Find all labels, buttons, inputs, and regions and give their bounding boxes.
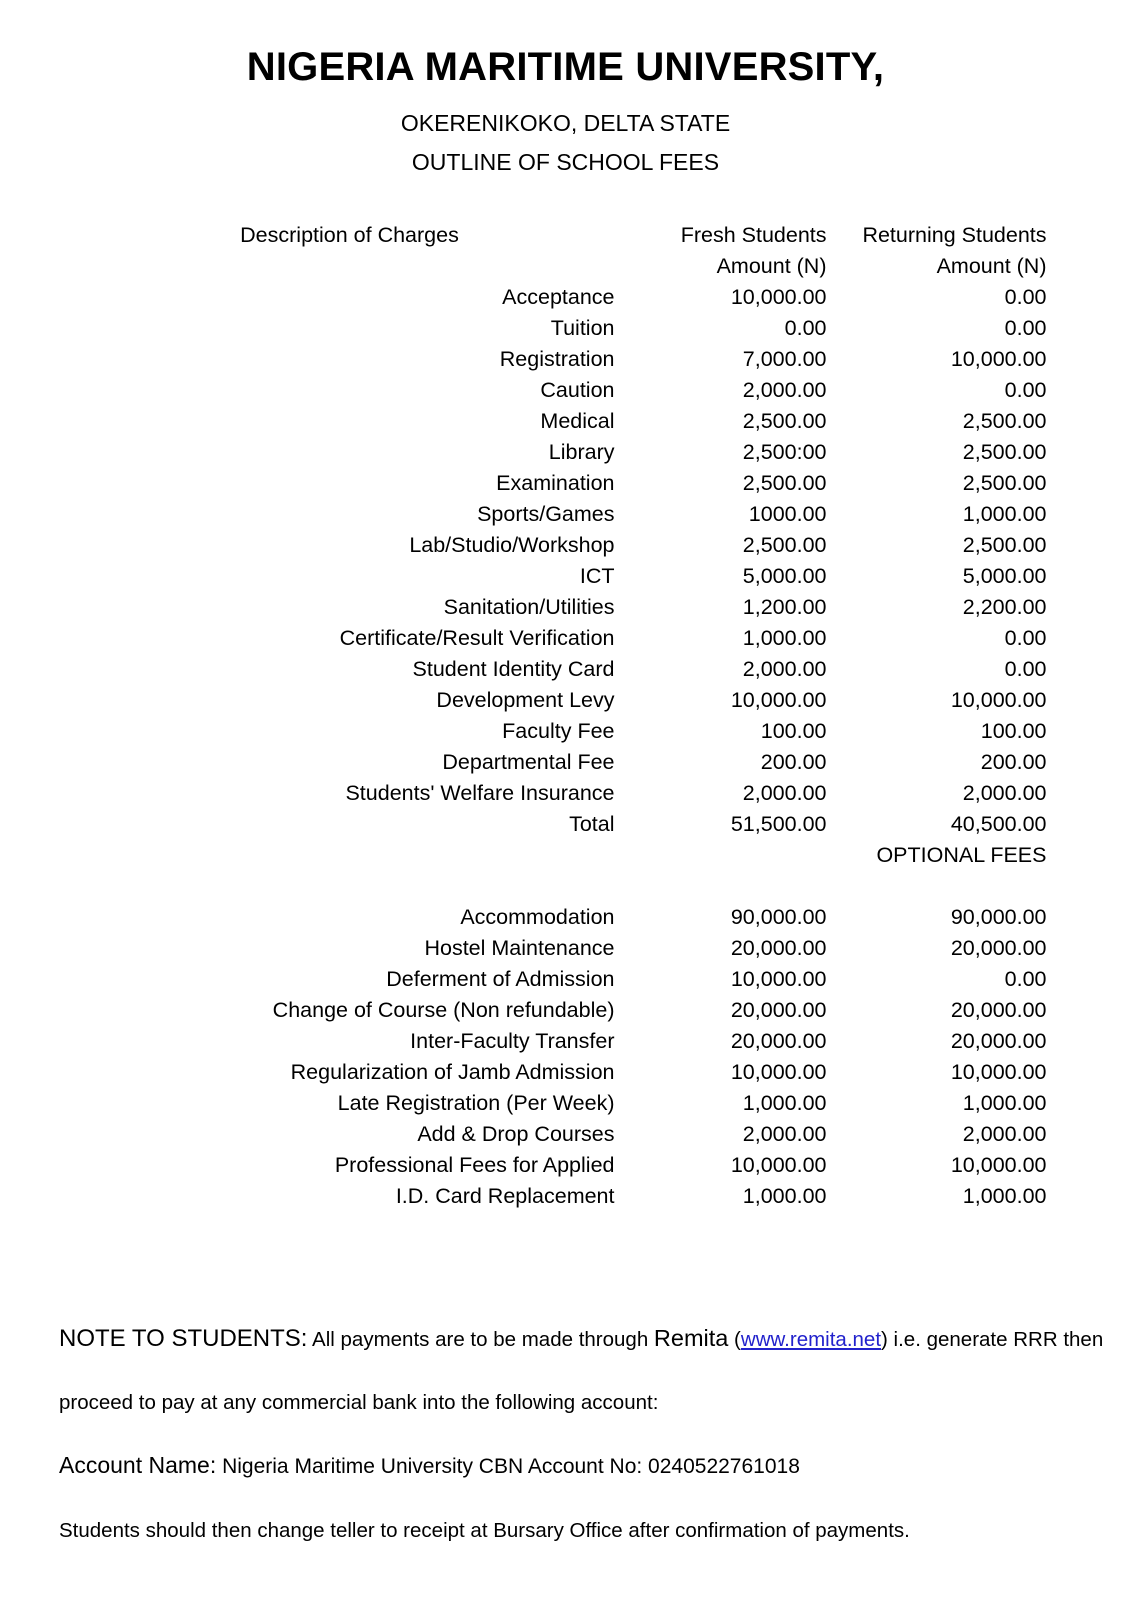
column-header-description: Description of Charges <box>240 222 459 247</box>
table-row <box>85 282 1047 313</box>
school-fees-table <box>85 220 1047 1212</box>
table-row <box>85 1181 1047 1212</box>
optional-fees-section-row <box>85 840 1047 871</box>
fee-row-description: Development Levy <box>436 687 615 712</box>
fee-table-container <box>0 176 1131 1212</box>
fee-row-returning-amount: 1,000.00 <box>962 501 1047 526</box>
paren-open: ( <box>728 1328 741 1351</box>
table-row <box>85 592 1047 623</box>
table-body-mandatory-fees <box>85 282 1047 809</box>
fee-row-fresh-amount: 0.00 <box>784 315 827 340</box>
optional-gap-row <box>85 871 1047 902</box>
optional-fee-row-fresh-amount: 2,000.00 <box>742 1121 827 1146</box>
fee-row-fresh-amount: 10,000.00 <box>730 687 827 712</box>
optional-fee-row-fresh-amount: 10,000.00 <box>730 1152 827 1177</box>
fee-row-returning-amount: 0.00 <box>1004 315 1047 340</box>
fee-row-returning-amount: 0.00 <box>1004 377 1047 402</box>
fee-row-fresh-amount: 100.00 <box>760 718 827 743</box>
fee-row-returning-amount: 0.00 <box>1004 284 1047 309</box>
subheader-fresh-amount: Amount (N) <box>716 253 827 278</box>
institution-name: NIGERIA MARITIME UNIVERSITY, <box>246 45 885 89</box>
optional-fee-row-returning-amount: 10,000.00 <box>950 1152 1047 1177</box>
fee-row-description: Faculty Fee <box>502 718 615 743</box>
note-gap-2 <box>59 1414 1059 1454</box>
table-row <box>85 468 1047 499</box>
note-label: NOTE TO STUDENTS: <box>59 1325 308 1352</box>
fee-row-fresh-amount: 2,500.00 <box>742 470 827 495</box>
optional-fee-row-returning-amount: 20,000.00 <box>950 1028 1047 1053</box>
fee-row-returning-amount: 2,000.00 <box>962 780 1047 805</box>
total-label: Total <box>569 811 615 836</box>
optional-fee-row-fresh-amount: 20,000.00 <box>730 997 827 1022</box>
optional-fee-row-description: I.D. Card Replacement <box>395 1183 615 1208</box>
optional-fee-row-returning-amount: 20,000.00 <box>950 997 1047 1022</box>
optional-fee-row-returning-amount: 1,000.00 <box>962 1090 1047 1115</box>
table-body-optional-fees <box>85 902 1047 1212</box>
fee-row-fresh-amount: 1,200.00 <box>742 594 827 619</box>
column-header-fresh-students: Fresh Students <box>680 222 827 247</box>
table-row <box>85 1119 1047 1150</box>
fee-row-returning-amount: 2,500.00 <box>962 470 1047 495</box>
table-header <box>85 220 1047 282</box>
optional-fee-row-fresh-amount: 1,000.00 <box>742 1183 827 1208</box>
table-row <box>85 933 1047 964</box>
table-row <box>85 530 1047 561</box>
table-row <box>85 716 1047 747</box>
fee-row-description: ICT <box>579 563 615 588</box>
table-row-total <box>85 809 1047 840</box>
remita-brand: Remita <box>653 1325 729 1351</box>
table-row <box>85 1026 1047 1057</box>
fee-row-description: Departmental Fee <box>442 749 615 774</box>
fee-row-fresh-amount: 10,000.00 <box>730 284 827 309</box>
optional-fee-row-description: Regularization of Jamb Admission <box>290 1059 615 1084</box>
fee-row-returning-amount: 5,000.00 <box>962 563 1047 588</box>
table-row <box>85 313 1047 344</box>
fee-row-fresh-amount: 2,500:00 <box>742 439 827 464</box>
notes-section <box>59 1325 1104 1542</box>
document-header <box>0 0 1131 176</box>
fee-row-fresh-amount: 1,000.00 <box>742 625 827 650</box>
optional-fee-row-description: Hostel Maintenance <box>424 935 615 960</box>
fee-row-fresh-amount: 2,000.00 <box>742 780 827 805</box>
fee-row-fresh-amount: 200.00 <box>760 749 827 774</box>
table-row <box>85 437 1047 468</box>
fee-row-description: Students' Welfare Insurance <box>345 780 615 805</box>
optional-fee-row-fresh-amount: 20,000.00 <box>730 935 827 960</box>
fee-row-fresh-amount: 2,500.00 <box>742 532 827 557</box>
fee-row-description: Medical <box>540 408 615 433</box>
note-line-account <box>59 1451 1059 1478</box>
account-name-value: Nigeria Maritime University CBN Account No: 0240522761018 <box>216 1454 800 1478</box>
optional-spacer-left <box>85 840 615 871</box>
fee-row-description: Student Identity Card <box>412 656 615 681</box>
note-text-a: All payments are to be made through <box>307 1328 654 1351</box>
optional-fee-row-returning-amount: 0.00 <box>1004 966 1047 991</box>
fee-row-description: Caution <box>540 377 615 402</box>
table-row <box>85 1150 1047 1181</box>
table-row <box>85 995 1047 1026</box>
fee-row-returning-amount: 2,200.00 <box>962 594 1047 619</box>
optional-fee-row-description: Accommodation <box>460 904 615 929</box>
table-row <box>85 902 1047 933</box>
gap-cell-3 <box>827 871 1047 902</box>
note-line-proceed: proceed to pay at any commercial bank into the following account: <box>59 1391 659 1414</box>
table-row <box>85 1057 1047 1088</box>
table-body-total <box>85 809 1047 902</box>
table-row <box>85 685 1047 716</box>
table-row <box>85 964 1047 995</box>
optional-fee-row-fresh-amount: 90,000.00 <box>730 904 827 929</box>
table-header-row <box>85 220 1047 251</box>
optional-fees-label: OPTIONAL FEES <box>876 842 1047 867</box>
optional-fee-row-fresh-amount: 20,000.00 <box>730 1028 827 1053</box>
subheader-returning-amount: Amount (N) <box>936 253 1047 278</box>
fee-row-fresh-amount: 7,000.00 <box>742 346 827 371</box>
fee-row-description: Acceptance <box>502 284 615 309</box>
optional-fee-row-description: Inter-Faculty Transfer <box>410 1028 615 1053</box>
note-text-b: ) i.e. generate RRR then <box>881 1328 1104 1351</box>
optional-fee-row-fresh-amount: 1,000.00 <box>742 1090 827 1115</box>
table-row <box>85 1088 1047 1119</box>
note-gap-3 <box>59 1477 1059 1521</box>
optional-fee-row-fresh-amount: 10,000.00 <box>730 1059 827 1084</box>
note-gap-1 <box>59 1351 1059 1393</box>
fee-row-fresh-amount: 2,000.00 <box>742 377 827 402</box>
fee-row-description: Registration <box>499 346 615 371</box>
fee-row-returning-amount: 2,500.00 <box>962 439 1047 464</box>
table-subheader-row <box>85 251 1047 282</box>
table-row <box>85 778 1047 809</box>
fee-row-description: Sports/Games <box>477 501 615 526</box>
fee-row-returning-amount: 10,000.00 <box>950 687 1047 712</box>
table-row <box>85 406 1047 437</box>
fee-row-returning-amount: 2,500.00 <box>962 408 1047 433</box>
optional-fee-row-description: Change of Course (Non refundable) <box>272 997 615 1022</box>
fee-row-returning-amount: 100.00 <box>980 718 1047 743</box>
optional-fee-row-description: Add & Drop Courses <box>417 1121 615 1146</box>
optional-fee-row-returning-amount: 1,000.00 <box>962 1183 1047 1208</box>
optional-spacer-mid <box>615 840 827 871</box>
optional-fee-row-description: Late Registration (Per Week) <box>337 1090 615 1115</box>
note-line-payments <box>59 1325 1104 1352</box>
total-returning-amount: 40,500.00 <box>950 811 1047 836</box>
fee-row-fresh-amount: 5,000.00 <box>742 563 827 588</box>
fee-row-description: Library <box>548 439 615 464</box>
fee-row-description: Sanitation/Utilities <box>443 594 615 619</box>
fee-row-fresh-amount: 1000.00 <box>748 501 827 526</box>
table-row <box>85 654 1047 685</box>
fee-row-returning-amount: 10,000.00 <box>950 346 1047 371</box>
account-name-label: Account Name: <box>59 1451 217 1478</box>
fee-row-returning-amount: 0.00 <box>1004 656 1047 681</box>
optional-fee-row-returning-amount: 2,000.00 <box>962 1121 1047 1146</box>
table-row <box>85 344 1047 375</box>
table-row <box>85 747 1047 778</box>
fee-row-returning-amount: 200.00 <box>980 749 1047 774</box>
gap-cell-1 <box>85 871 615 902</box>
institution-location: OKERENIKOKO, DELTA STATE <box>400 110 731 136</box>
optional-fee-row-returning-amount: 20,000.00 <box>950 935 1047 960</box>
remita-link[interactable]: www.remita.net <box>740 1328 882 1351</box>
fee-row-description: Certificate/Result Verification <box>339 625 615 650</box>
fee-row-returning-amount: 2,500.00 <box>962 532 1047 557</box>
fee-row-description: Examination <box>496 470 615 495</box>
table-row <box>85 561 1047 592</box>
optional-fee-row-description: Deferment of Admission <box>386 966 615 991</box>
fee-row-returning-amount: 0.00 <box>1004 625 1047 650</box>
table-row <box>85 623 1047 654</box>
fee-row-description: Lab/Studio/Workshop <box>409 532 615 557</box>
subheader-description <box>85 251 615 282</box>
fee-row-fresh-amount: 2,500.00 <box>742 408 827 433</box>
note-line-teller: Students should then change teller to receipt at Bursary Office after confirmation of payments. <box>59 1519 910 1542</box>
optional-fee-row-returning-amount: 90,000.00 <box>950 904 1047 929</box>
fee-row-fresh-amount: 2,000.00 <box>742 656 827 681</box>
gap-cell-2 <box>615 871 827 902</box>
fee-row-description: Tuition <box>550 315 615 340</box>
optional-fee-row-fresh-amount: 10,000.00 <box>730 966 827 991</box>
optional-fee-row-returning-amount: 10,000.00 <box>950 1059 1047 1084</box>
page-title: OUTLINE OF SCHOOL FEES <box>411 148 720 175</box>
table-row <box>85 375 1047 406</box>
column-header-returning-students: Returning Students <box>862 222 1047 247</box>
total-fresh-amount: 51,500.00 <box>730 811 827 836</box>
table-row <box>85 499 1047 530</box>
optional-fee-row-description: Professional Fees for Applied <box>334 1152 615 1177</box>
